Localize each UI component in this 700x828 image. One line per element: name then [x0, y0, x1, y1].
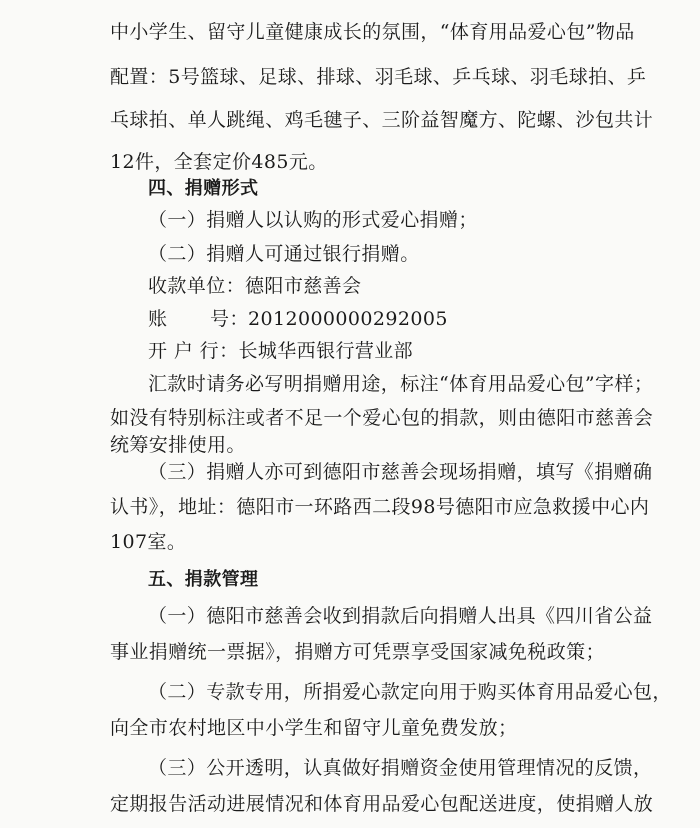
paragraph-line: 中小学生、留守儿童健康成长的氛围，“体育用品爱心包”物品: [110, 21, 635, 43]
paragraph-line: 12件，全套定价485元。: [110, 151, 328, 173]
payee-value: 德阳市慈善会: [245, 275, 362, 297]
paragraph-line: （二）捐赠人可通过银行捐赠。: [148, 243, 420, 265]
account-row: [148, 307, 448, 331]
paragraph-line: 如没有特别标注或者不足一个爱心包的捐款，则由德阳市慈善会: [110, 407, 654, 429]
bank-row: [148, 339, 413, 363]
paragraph-line: （一）德阳市慈善会收到捐款后向捐赠人出具《四川省公益: [148, 605, 653, 627]
account-number: 2012000000292005: [248, 308, 448, 330]
paragraph-line: 汇款时请务必写明捐赠用途，标注“体育用品爱心包”字样；: [148, 373, 654, 395]
paragraph-line: （二）专款专用，所捐爱心款定向用于购买体育用品爱心包，: [148, 681, 672, 703]
paragraph-line: （三）公开透明，认真做好捐赠资金使用管理情况的反馈，: [148, 757, 653, 779]
payee-row: [148, 274, 361, 298]
paragraph-line: 107室。: [110, 531, 187, 553]
section-heading-5: 五、捐款管理: [148, 569, 259, 590]
paragraph-line: （三）捐赠人亦可到德阳市慈善会现场捐赠，填写《捐赠确: [148, 461, 653, 483]
paragraph-line: （一）捐赠人以认购的形式爱心捐赠；: [148, 209, 478, 231]
paragraph-line: 事业捐赠统一票据》，捐赠方可凭票享受国家减免税政策；: [110, 641, 605, 663]
paragraph-line: 统筹安排使用。: [110, 434, 246, 456]
paragraph-line: 定期报告活动进展情况和体育用品爱心包配送进度，使捐赠人放: [110, 793, 654, 815]
paragraph-line: 乓球拍、单人跳绳、鸡毛毽子、三阶益智魔方、陀螺、沙包共计: [110, 109, 654, 131]
section-heading-4: 四、捐赠形式: [148, 178, 259, 199]
payee-label: 收款单位：: [148, 275, 246, 297]
bank-value: 长城华西银行营业部: [238, 340, 414, 362]
paragraph-line: 认书》，地址：德阳市一环路西二段98号德阳市应急救援中心内: [110, 496, 650, 518]
account-label: 账 号：: [148, 308, 249, 330]
paragraph-line: 配置：5号篮球、足球、排球、羽毛球、乒乓球、羽毛球拍、乒: [110, 66, 647, 88]
bank-label: 开 户 行：: [148, 340, 239, 362]
paragraph-line: 向全市农村地区中小学生和留守儿童免费发放；: [110, 717, 518, 739]
